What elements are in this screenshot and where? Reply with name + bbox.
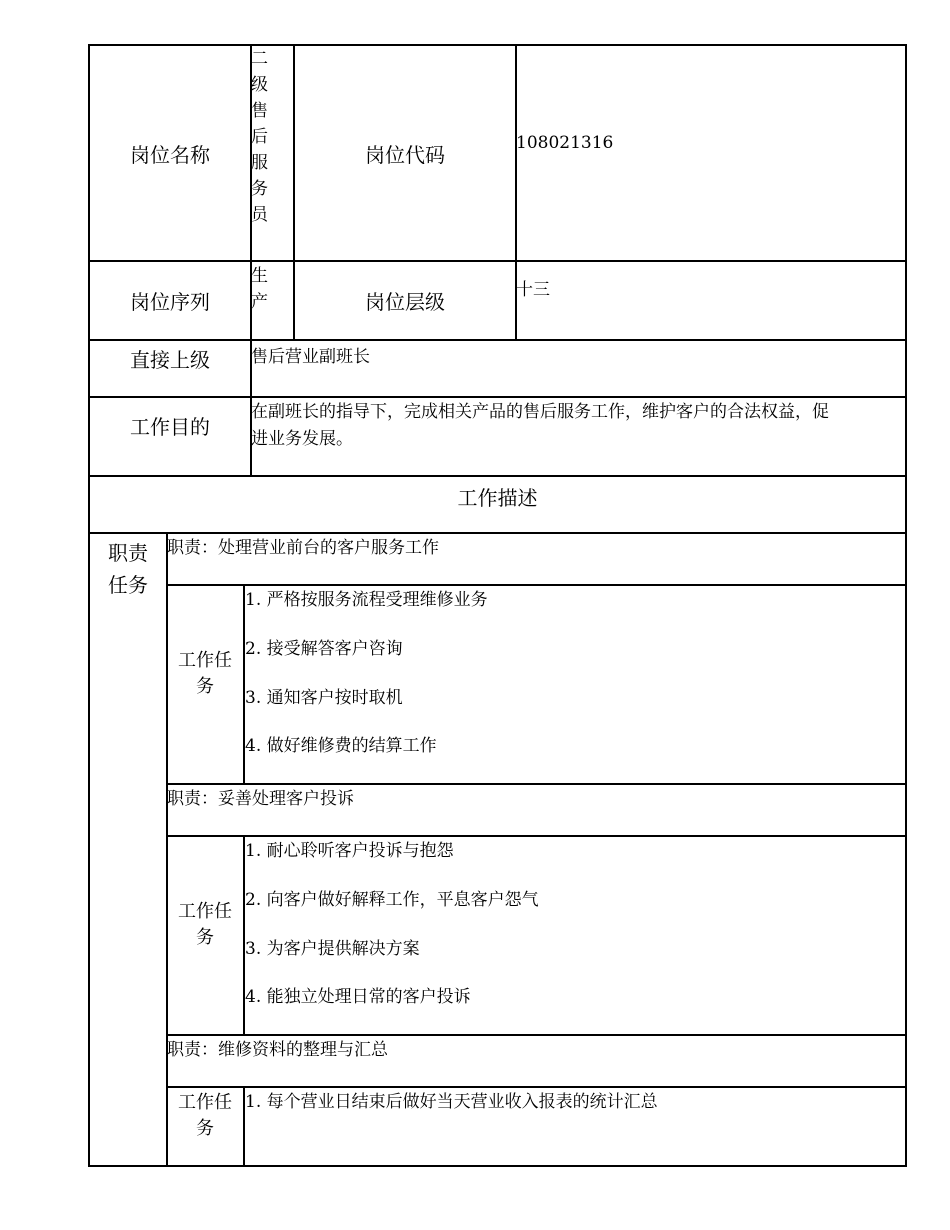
description-title: 工作描述 [457,486,538,510]
row-divider [166,1086,907,1088]
task-item: 1. 严格按服务流程受理维修业务 [245,590,488,610]
task-label [168,1090,242,1142]
task-item: 1. 耐心聆听客户投诉与抱怨 [245,841,454,861]
position-level-label: 岗位层级 [365,290,445,314]
duty-title: 职责：维修资料的整理与汇总 [167,1040,388,1060]
row-divider [88,475,907,477]
row-divider [166,1034,907,1036]
task-label-line-2: 务 [196,676,214,697]
purpose-label: 工作目的 [130,415,210,439]
position-series-label: 岗位序列 [130,290,210,314]
task-item: 2. 接受解答客户咨询 [245,639,403,659]
task-item: 2. 向客户做好解释工作，平息客户怨气 [245,890,539,910]
column-divider [166,532,168,1166]
purpose-line-2: 进业务发展。 [251,429,353,449]
duty-title: 职责：处理营业前台的客户服务工作 [167,538,439,558]
task-label-line-1: 工作任 [178,901,232,922]
position-code-value: 108021316 [516,133,614,153]
duties-label [90,537,166,601]
row-divider [166,584,907,586]
task-item: 3. 为客户提供解决方案 [245,939,420,959]
duties-label-line-1: 职责 [108,541,148,565]
supervisor-value: 售后营业副班长 [251,347,370,367]
row-divider [166,783,907,785]
duty-title: 职责：妥善处理客户投诉 [167,789,354,809]
purpose-line-1: 在副班长的指导下，完成相关产品的售后服务工作，维护客户的合法权益，促 [251,402,829,422]
task-label-line-1: 工作任 [178,650,232,671]
task-label [168,899,242,951]
task-item: 3. 通知客户按时取机 [245,688,403,708]
task-label [168,648,242,700]
duties-label-line-2: 任务 [108,573,148,597]
position-name-value: 二级售后服务员 [251,49,268,225]
task-label-line-2: 务 [196,927,214,948]
task-label-line-1: 工作任 [178,1092,232,1113]
position-level-value: 十三 [516,280,550,300]
task-item: 1. 每个营业日结束后做好当天营业收入报表的统计汇总 [245,1092,658,1112]
position-code-label: 岗位代码 [365,142,445,167]
row-divider [88,532,907,534]
row-divider [166,835,907,837]
supervisor-label: 直接上级 [130,347,210,372]
position-name-label: 岗位名称 [130,142,210,167]
position-series-value: 生产 [251,266,268,312]
task-label-line-2: 务 [196,1118,214,1139]
table-border-bottom [88,1165,907,1167]
task-item: 4. 能独立处理日常的客户投诉 [245,987,471,1007]
table-border-right [905,44,907,1166]
task-item: 4. 做好维修费的结算工作 [245,736,437,756]
